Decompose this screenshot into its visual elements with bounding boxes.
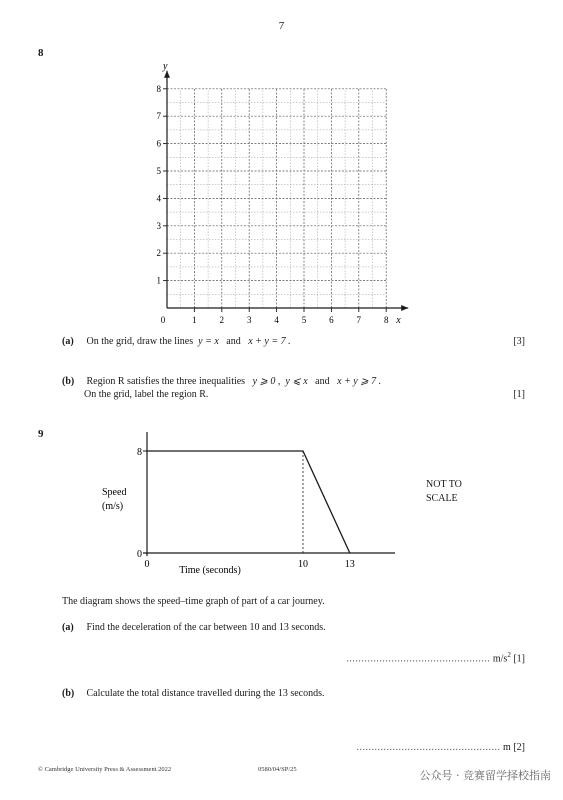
question-9-number: 9	[38, 428, 44, 440]
q9b-text: Calculate the total distance travelled during the 13 seconds.	[86, 688, 325, 699]
q8-x-tick-2: 2	[219, 315, 225, 325]
q9a-part	[62, 622, 326, 633]
q8-origin-label: 0	[160, 315, 166, 325]
q8-y-tick-2: 2	[156, 248, 161, 259]
q8-y-tick-6: 6	[156, 138, 161, 149]
q8-x-tick-4: 4	[274, 315, 279, 325]
q9a-unit-sup: 2	[507, 651, 511, 659]
q9-y-axis-label-line1: Speed	[102, 487, 127, 498]
q8-tick-labels	[157, 84, 389, 325]
q9-y-tick-0: 0	[137, 549, 142, 560]
q8-axes	[164, 71, 408, 311]
q9a-answer-line[interactable]	[346, 651, 525, 664]
q8b-line2: On the grid, label the region R.	[84, 389, 209, 400]
q9-y-axis-label-line2: (m/s)	[102, 501, 124, 512]
q8a-label: (a)	[62, 336, 74, 347]
q8-y-tick-7: 7	[156, 111, 161, 122]
q8-x-tick-5: 5	[301, 315, 307, 325]
q9-y-tick-8: 8	[137, 447, 142, 458]
question-8-number: 8	[38, 47, 44, 59]
q8-y-tick-4: 4	[156, 193, 161, 204]
q8b-part	[62, 376, 381, 387]
q8b-text: Region R satisfies the three inequalities	[86, 376, 246, 387]
q9a-answer-dots[interactable]: ................................................	[346, 653, 491, 665]
q9-speed-time-chart	[95, 432, 395, 580]
q9b-part	[62, 688, 324, 699]
q8a-expr1: y = x	[198, 336, 219, 347]
watermark: 公众号 · 竞赛留学择校指南	[419, 769, 551, 782]
footer-code: 0580/04/SP/25	[258, 766, 297, 773]
q8b-mark: [1]	[513, 389, 525, 400]
q9-x-tick-0: 0	[144, 559, 150, 570]
q9-x-tick-13: 13	[344, 559, 355, 570]
q8-x-tick-1: 1	[192, 315, 197, 325]
q9-intro: The diagram shows the speed–time graph of part of a car journey.	[62, 596, 325, 607]
q8b-label: (b)	[62, 376, 75, 387]
q8a-mark: [3]	[513, 336, 525, 347]
q9b-label: (b)	[62, 688, 75, 699]
q9b-unit: m	[503, 742, 511, 753]
q8-x-tick-8: 8	[383, 315, 389, 325]
q8b-ineq3: x + y ⩾ 7 .	[337, 376, 382, 387]
q9a-unit: m/s	[492, 653, 508, 665]
q9b-mark: [2]	[513, 742, 525, 753]
q8-grid-chart	[140, 56, 420, 326]
q9a-mark: [1]	[513, 653, 525, 665]
q8b-ineq2: y ⩽ x	[285, 376, 308, 387]
q8-x-tick-3: 3	[246, 315, 252, 325]
q8-y-axis-label: y	[163, 60, 168, 72]
q8-y-tick-8: 8	[156, 83, 161, 94]
q9-note-line2: SCALE	[426, 493, 458, 504]
footer-copyright: © Cambridge University Press & Assessment 2022	[38, 766, 172, 773]
q9-not-to-scale-note	[426, 478, 462, 506]
q8-y-tick-3: 3	[156, 220, 161, 231]
q8-y-tick-1: 1	[156, 275, 161, 286]
q8b-ineq1: y ⩾ 0 ,	[252, 376, 281, 387]
q8a-part	[62, 336, 291, 347]
q8-grid-lines	[167, 89, 386, 308]
q8a-expr2: x + y = 7 .	[248, 336, 291, 347]
q9a-label: (a)	[62, 622, 74, 633]
q8-y-arrowhead	[164, 71, 170, 78]
q8b-and: and	[315, 376, 330, 387]
q9b-answer-dots[interactable]: ................................................	[356, 742, 501, 753]
q8a-and: and	[226, 336, 241, 347]
q8-x-arrowhead	[401, 305, 408, 311]
q9b-answer-line[interactable]	[357, 742, 525, 753]
q8a-text: On the grid, draw the lines	[86, 336, 194, 347]
q9-x-axis-label: Time (seconds)	[179, 565, 241, 576]
q9-note-line1: NOT TO	[426, 479, 462, 490]
q8-x-tick-6: 6	[329, 315, 334, 325]
q8-x-axis-label: x	[396, 315, 401, 326]
q9a-text: Find the deceleration of the car between 10 and 13 seconds.	[86, 622, 326, 633]
q8-y-tick-5: 5	[156, 166, 161, 176]
q9-series-line	[147, 451, 350, 553]
page-number: 7	[278, 20, 285, 32]
q9-x-tick-10: 10	[298, 559, 308, 570]
q8-x-tick-7: 7	[356, 315, 362, 325]
